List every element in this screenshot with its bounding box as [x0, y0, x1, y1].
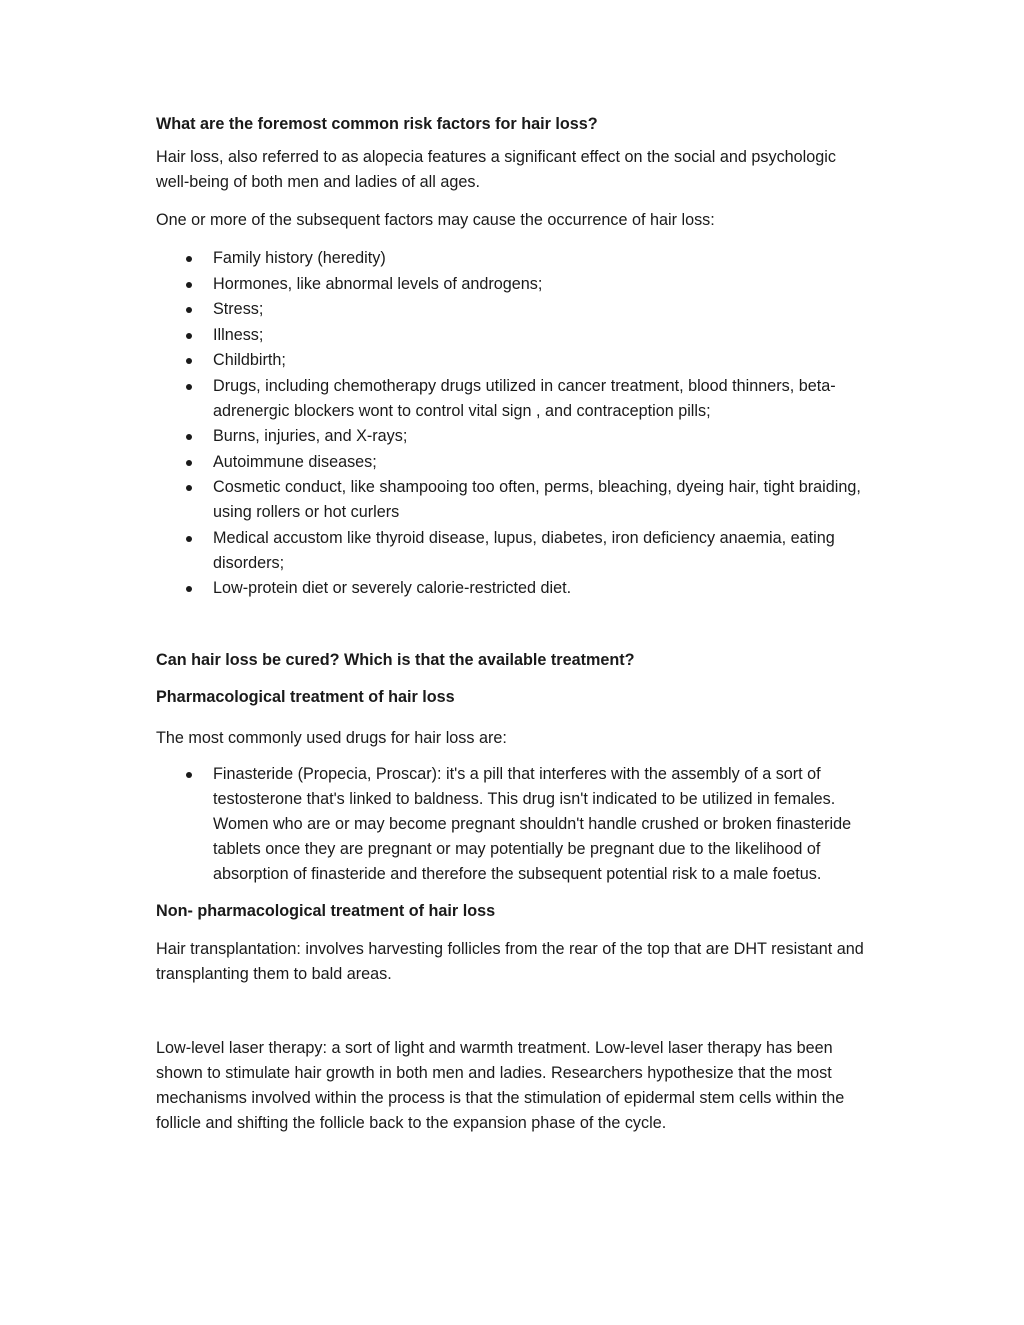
risk-factor-item	[156, 323, 872, 348]
pharmacological-heading: Pharmacological treatment of hair loss	[156, 687, 455, 706]
risk-factor-item	[156, 374, 872, 424]
intro-paragraph: Hair loss, also referred to as alopecia features a significant effect on the social and psychologic well-being of both men and ladies of all ages.	[156, 148, 836, 191]
list-item-text: Drugs, including chemotherapy drugs utilized in cancer treatment, blood thinners, beta-adrenergic blockers wont to control vital sign , and contraception pills;	[213, 376, 836, 420]
risk-factors-heading: What are the foremost common risk factors for hair loss?	[156, 115, 598, 133]
risk-factor-item	[156, 450, 872, 475]
risk-factor-item	[156, 576, 872, 601]
list-item-text: Hormones, like abnormal levels of androgens;	[213, 274, 543, 293]
list-item-text: Childbirth;	[213, 351, 286, 369]
drugs-list	[156, 762, 872, 887]
document-page	[156, 112, 872, 1148]
treatment-heading: Can hair loss be cured? Which is that the available treatment?	[156, 650, 635, 669]
bullet-icon	[186, 485, 192, 491]
bullet-icon	[186, 256, 192, 262]
list-item-text: Low-protein diet or severely calorie-restricted diet.	[213, 579, 572, 597]
bullet-icon	[186, 307, 192, 313]
non-pharmacological-heading: Non- pharmacological treatment of hair loss	[156, 902, 496, 920]
factors-lead-paragraph: One or more of the subsequent factors may cause the occurrence of hair loss:	[156, 211, 715, 229]
risk-factor-item	[156, 246, 872, 271]
bullet-icon	[186, 772, 192, 778]
risk-factor-item	[156, 424, 872, 449]
laser-therapy-paragraph: Low-level laser therapy: a sort of light and warmth treatment. Low-level laser therapy has been shown to stimulate hair growth in both men and ladies. Researchers hypothesize that the most mechanisms involved within the process is that the stimulation of epidermal stem cells within the follicle and shifting the follicle back to the expansion phase of the cycle.	[156, 1039, 845, 1132]
list-item-text: Family history (heredity)	[213, 249, 386, 267]
risk-factor-item	[156, 348, 872, 373]
risk-factor-item	[156, 526, 872, 576]
list-item-text: Cosmetic conduct, like shampooing too often, perms, bleaching, dyeing hair, tight braiding, using rollers or hot curlers	[213, 478, 861, 521]
bullet-icon	[186, 434, 192, 440]
bullet-icon	[186, 384, 192, 390]
list-item-text: Medical accustom like thyroid disease, lupus, diabetes, iron deficiency anaemia, eating disorders;	[213, 528, 835, 572]
risk-factor-item	[156, 475, 872, 525]
bullet-icon	[186, 358, 192, 364]
bullet-icon	[186, 536, 192, 542]
drugs-lead-paragraph: The most commonly used drugs for hair loss are:	[156, 728, 507, 747]
list-item-text: Burns, injuries, and X-rays;	[213, 427, 408, 445]
bullet-icon	[186, 586, 192, 592]
list-item-text: Stress;	[213, 300, 264, 318]
list-item-text: Finasteride (Propecia, Proscar): it's a pill that interferes with the assembly of a sort of testosterone that's linked to baldness. This drug isn't indicated to be utilized in females. Women who are or may become pregnant shouldn't handle crushed or broken finasteride tablets once they are pregnant or may potentially be pregnant due to the likelihood of absorption of finasteride and therefore the subsequent potential risk to a male foetus.	[213, 764, 852, 883]
bullet-icon	[186, 333, 192, 339]
bullet-icon	[186, 460, 192, 466]
drug-item	[156, 762, 872, 887]
hair-transplantation-paragraph: Hair transplantation: involves harvesting follicles from the rear of the top that are DHT resistant and transplanting them to bald areas.	[156, 940, 864, 983]
risk-factor-item	[156, 297, 872, 322]
list-item-text: Autoimmune diseases;	[213, 452, 377, 471]
list-item-text: Illness;	[213, 325, 264, 344]
risk-factor-item	[156, 272, 872, 297]
risk-factors-list	[156, 246, 872, 601]
bullet-icon	[186, 282, 192, 288]
